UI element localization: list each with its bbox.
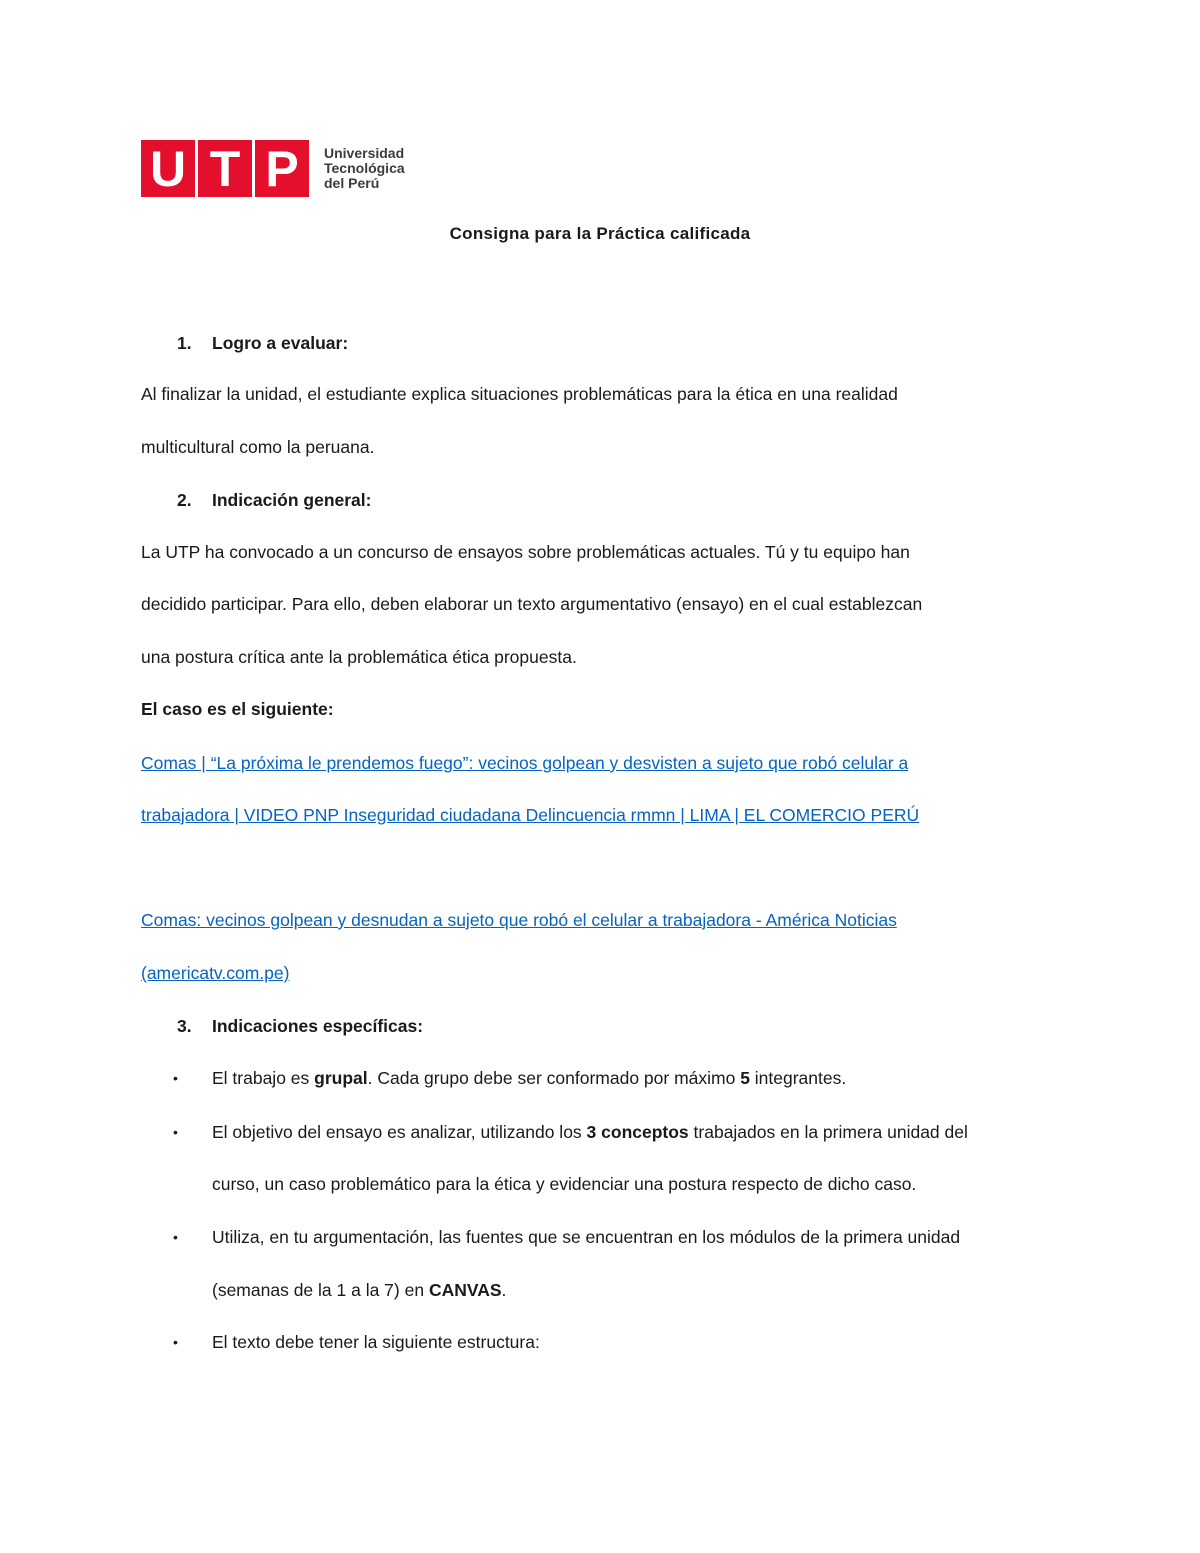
news-link-america-cont[interactable] [141, 961, 289, 985]
document-title: Consigna para la Práctica calificada [449, 224, 751, 243]
paragraph-line: La UTP ha convocado a un concurso de ensayos sobre problemáticas actuales. Tú y tu equipo han [141, 542, 910, 562]
paragraph-line: una postura crítica ante la problemática ética propuesta. [141, 647, 577, 667]
logo-text-line: Tecnológica [324, 160, 405, 176]
section-2-number: 2. [177, 490, 192, 510]
paragraph-line: Al finalizar la unidad, el estudiante explica situaciones problemáticas para la ética en una realidad [141, 384, 898, 404]
news-link-america-line[interactable]: Comas: vecinos golpean y desnudan a sujeto que robó el celular a trabajadora - América Noticias [141, 910, 897, 930]
bullet-item: Utiliza, en tu argumentación, las fuentes que se encuentran en los módulos de la primera unidad [212, 1227, 961, 1247]
bullet-icon: • [173, 1334, 178, 1350]
news-link-america-line[interactable]: (americatv.com.pe) [141, 963, 290, 983]
news-link-comercio-line[interactable]: trabajadora | VIDEO PNP Inseguridad ciudadana Delincuencia rmmn | LIMA | EL COMERCIO PERÚ [141, 805, 920, 825]
logo-letter-t: T [198, 140, 252, 197]
logo-text-line: Universidad [324, 145, 405, 161]
logo-wordmark [324, 146, 405, 191]
section-2-heading: Indicación general: [212, 490, 372, 510]
paragraph-line: decidido participar. Para ello, deben elaborar un texto argumentativo (ensayo) en el cual establezcan [141, 594, 923, 614]
news-link-comercio-cont[interactable] [141, 803, 919, 827]
section-3-number: 3. [177, 1016, 192, 1036]
bullet-icon: • [173, 1070, 178, 1086]
bullet-item-cont: (semanas de la 1 a la 7) en CANVAS. [212, 1280, 507, 1300]
paragraph-line: multicultural como la peruana. [141, 437, 375, 457]
utp-logo-mark [141, 140, 312, 197]
logo-text-line: del Perú [324, 175, 380, 191]
bullet-item: El trabajo es grupal. Cada grupo debe ser conformado por máximo 5 integrantes. [212, 1068, 847, 1088]
bullet-icon: • [173, 1124, 178, 1140]
logo-letter-u: U [141, 140, 195, 197]
bullet-icon: • [173, 1229, 178, 1245]
section-1-heading: Logro a evaluar: [212, 333, 349, 353]
bullet-item-cont: curso, un caso problemático para la ética y evidenciar una postura respecto de dicho caso. [212, 1174, 917, 1194]
utp-logo [141, 140, 405, 197]
bullet-item: El texto debe tener la siguiente estructura: [212, 1332, 540, 1352]
news-link-comercio-line[interactable]: Comas | “La próxima le prendemos fuego”: vecinos golpean y desvisten a sujeto que robó celular a [141, 753, 909, 773]
news-link-comercio[interactable] [141, 751, 908, 775]
logo-letter-p: P [255, 140, 309, 197]
section-1-number: 1. [177, 333, 192, 353]
news-link-america[interactable] [141, 908, 897, 932]
section-3-heading: Indicaciones específicas: [212, 1016, 424, 1036]
case-heading: El caso es el siguiente: [141, 699, 334, 719]
bullet-item: El objetivo del ensayo es analizar, utilizando los 3 conceptos trabajados en la primera unidad del [212, 1122, 968, 1142]
